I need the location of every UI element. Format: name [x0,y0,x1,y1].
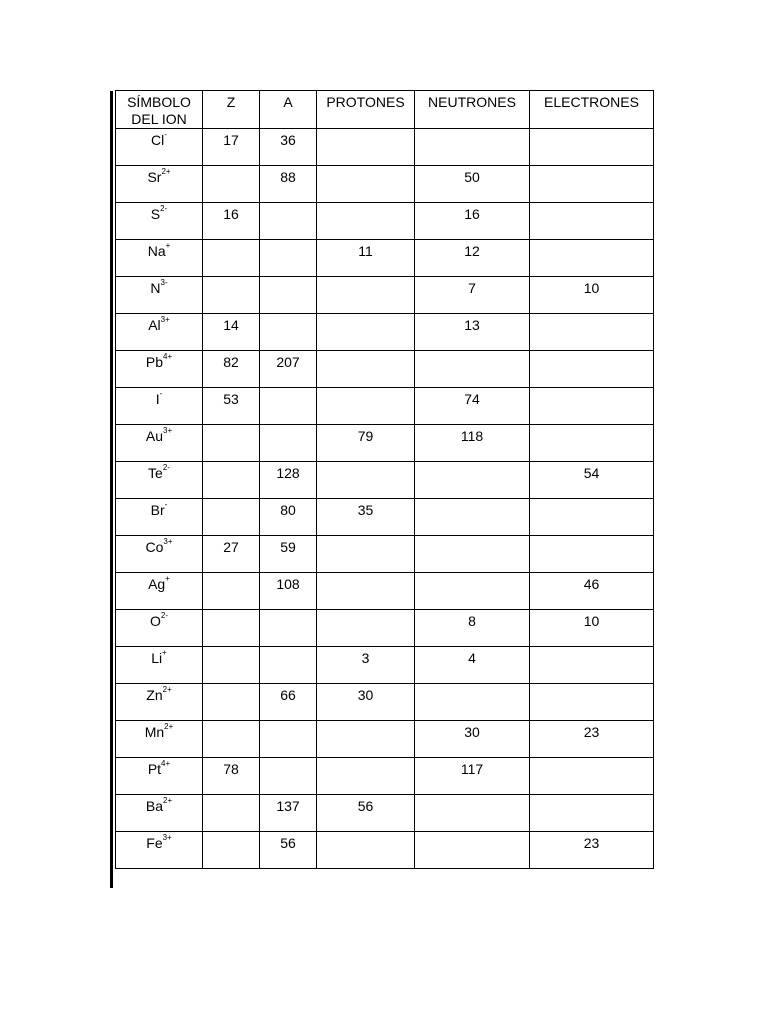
ion-charge: - [164,500,168,510]
cell-electrons [530,388,654,425]
table-row [116,647,654,684]
cell-a [260,240,317,277]
cell-z: 53 [203,388,260,425]
ion-charge: 2- [160,204,168,214]
cell-electrons: 10 [530,277,654,314]
ion-symbol: Al [148,317,161,333]
ion-symbol: Zn [146,687,163,703]
ion-charge: 2+ [164,722,174,732]
cell-neutrons: 118 [415,425,530,462]
cell-z [203,166,260,203]
cell-z [203,499,260,536]
cell-z [203,573,260,610]
cell-protons [317,388,415,425]
cell-neutrons: 4 [415,647,530,684]
cell-neutrons [415,832,530,869]
ion-symbol: Sr [147,169,162,185]
cell-protons: 3 [317,647,415,684]
cell-electrons [530,166,654,203]
cell-a: 59 [260,536,317,573]
cell-z: 17 [203,129,260,166]
ion-symbol: I [155,391,160,407]
cell-z: 16 [203,203,260,240]
cell-z [203,832,260,869]
cell-electrons [530,499,654,536]
ion-symbol-cell [116,721,203,758]
cell-electrons [530,536,654,573]
ion-symbol-cell [116,203,203,240]
ion-charge: 2+ [162,685,172,695]
ion-symbol: Pb [145,354,163,370]
cell-neutrons [415,795,530,832]
cell-a [260,721,317,758]
ion-symbol: Co [145,539,164,555]
ion-symbol-cell [116,166,203,203]
cell-a [260,203,317,240]
ion-symbol: Te [148,465,163,481]
ion-symbol-cell [116,684,203,721]
ion-symbol: O [149,613,161,629]
ion-symbol: Mn [144,724,165,740]
cell-neutrons: 30 [415,721,530,758]
cell-z [203,647,260,684]
ion-table [115,90,654,869]
table-row [116,277,654,314]
header-protons: PROTONES [317,91,415,129]
cell-neutrons [415,351,530,388]
ion-charge: 3+ [160,315,170,325]
cell-z [203,721,260,758]
table-row [116,832,654,869]
table-row [116,795,654,832]
cell-neutrons: 12 [415,240,530,277]
ion-symbol-cell [116,277,203,314]
ion-symbol: S [150,206,161,222]
cell-a: 36 [260,129,317,166]
cell-neutrons: 13 [415,314,530,351]
table-row [116,758,654,795]
ion-charge: 4+ [163,352,173,362]
ion-charge: 2+ [163,796,173,806]
ion-symbol-cell [116,388,203,425]
ion-symbol-cell [116,795,203,832]
ion-symbol-cell [116,758,203,795]
cell-a [260,610,317,647]
cell-electrons [530,795,654,832]
cell-electrons [530,351,654,388]
cell-neutrons: 50 [415,166,530,203]
left-margin-rule [110,91,113,888]
ion-table-body [116,129,654,869]
cell-a [260,314,317,351]
ion-symbol: Na [147,243,166,259]
cell-protons [317,462,415,499]
cell-z [203,240,260,277]
cell-electrons [530,240,654,277]
cell-z: 82 [203,351,260,388]
ion-table-header [116,91,654,129]
table-row [116,573,654,610]
cell-protons [317,129,415,166]
ion-symbol-cell [116,129,203,166]
ion-charge: + [165,241,171,251]
cell-electrons: 54 [530,462,654,499]
table-row [116,536,654,573]
cell-a: 207 [260,351,317,388]
ion-charge: 4+ [161,759,171,769]
table-row [116,499,654,536]
ion-charge: 3+ [163,426,173,436]
cell-a [260,425,317,462]
cell-neutrons [415,129,530,166]
ion-charge: - [159,389,163,399]
ion-symbol-cell [116,573,203,610]
cell-protons [317,351,415,388]
table-row [116,314,654,351]
cell-electrons [530,684,654,721]
cell-protons [317,610,415,647]
cell-electrons: 46 [530,573,654,610]
cell-neutrons [415,684,530,721]
ion-charge: 3+ [162,833,172,843]
table-row [116,203,654,240]
ion-charge: 3+ [163,537,173,547]
header-electrons: ELECTRONES [530,91,654,129]
cell-a: 128 [260,462,317,499]
ion-symbol-cell [116,832,203,869]
cell-z: 14 [203,314,260,351]
ion-symbol-cell [116,425,203,462]
cell-protons: 35 [317,499,415,536]
ion-symbol-cell [116,314,203,351]
ion-symbol: Ba [145,798,163,814]
cell-protons [317,203,415,240]
cell-a [260,647,317,684]
ion-charge: 3- [160,278,168,288]
cell-neutrons: 74 [415,388,530,425]
cell-neutrons: 8 [415,610,530,647]
ion-symbol-cell [116,536,203,573]
cell-protons [317,536,415,573]
ion-charge: - [164,130,167,140]
cell-electrons: 10 [530,610,654,647]
ion-symbol-cell [116,610,203,647]
table-row [116,425,654,462]
cell-z [203,425,260,462]
table-row [116,610,654,647]
ion-symbol: Pt [147,761,162,777]
cell-neutrons: 7 [415,277,530,314]
table-row [116,388,654,425]
cell-z [203,684,260,721]
ion-symbol: Li [151,650,163,666]
cell-a: 66 [260,684,317,721]
ion-charge: + [162,648,167,658]
cell-protons: 11 [317,240,415,277]
cell-z [203,795,260,832]
table-row [116,166,654,203]
header-symbol: SÍMBOLO DEL ION [116,91,203,129]
ion-charge: 2- [160,611,168,621]
cell-protons: 79 [317,425,415,462]
cell-z: 27 [203,536,260,573]
cell-electrons [530,425,654,462]
cell-z [203,277,260,314]
cell-neutrons: 117 [415,758,530,795]
table-row [116,129,654,166]
cell-protons [317,721,415,758]
ion-symbol: Au [145,428,163,444]
cell-a: 137 [260,795,317,832]
ion-symbol: Cl [151,132,165,148]
ion-charge: 2+ [161,167,171,177]
table-row [116,351,654,388]
cell-protons [317,277,415,314]
cell-z: 78 [203,758,260,795]
cell-protons [317,314,415,351]
ion-symbol-cell [116,351,203,388]
cell-electrons [530,129,654,166]
cell-a: 88 [260,166,317,203]
ion-symbol-cell [116,647,203,684]
ion-symbol: Ag [148,576,166,592]
cell-a [260,388,317,425]
cell-protons: 30 [317,684,415,721]
cell-electrons [530,647,654,684]
cell-neutrons [415,462,530,499]
cell-a: 80 [260,499,317,536]
cell-electrons [530,314,654,351]
cell-z [203,462,260,499]
ion-symbol-cell [116,462,203,499]
ion-charge: 2- [162,463,170,473]
cell-a: 108 [260,573,317,610]
cell-protons [317,832,415,869]
table-row [116,721,654,758]
cell-electrons: 23 [530,832,654,869]
ion-symbol-cell [116,240,203,277]
header-neutrons: NEUTRONES [415,91,530,129]
ion-symbol: Br [150,502,165,518]
cell-a [260,277,317,314]
cell-protons [317,758,415,795]
cell-electrons: 23 [530,721,654,758]
cell-a [260,758,317,795]
ion-symbol-cell [116,499,203,536]
cell-neutrons [415,573,530,610]
cell-protons: 56 [317,795,415,832]
cell-z [203,610,260,647]
table-row [116,462,654,499]
cell-neutrons: 16 [415,203,530,240]
header-z: Z [203,91,260,129]
table-row [116,684,654,721]
header-row [116,91,654,129]
ion-charge: + [165,574,170,584]
cell-neutrons [415,536,530,573]
cell-electrons [530,203,654,240]
ion-symbol: Fe [146,835,163,851]
table-row [116,240,654,277]
cell-a: 56 [260,832,317,869]
cell-electrons [530,758,654,795]
cell-protons [317,166,415,203]
cell-protons [317,573,415,610]
cell-neutrons [415,499,530,536]
ion-symbol: N [150,280,161,296]
header-a: A [260,91,317,129]
